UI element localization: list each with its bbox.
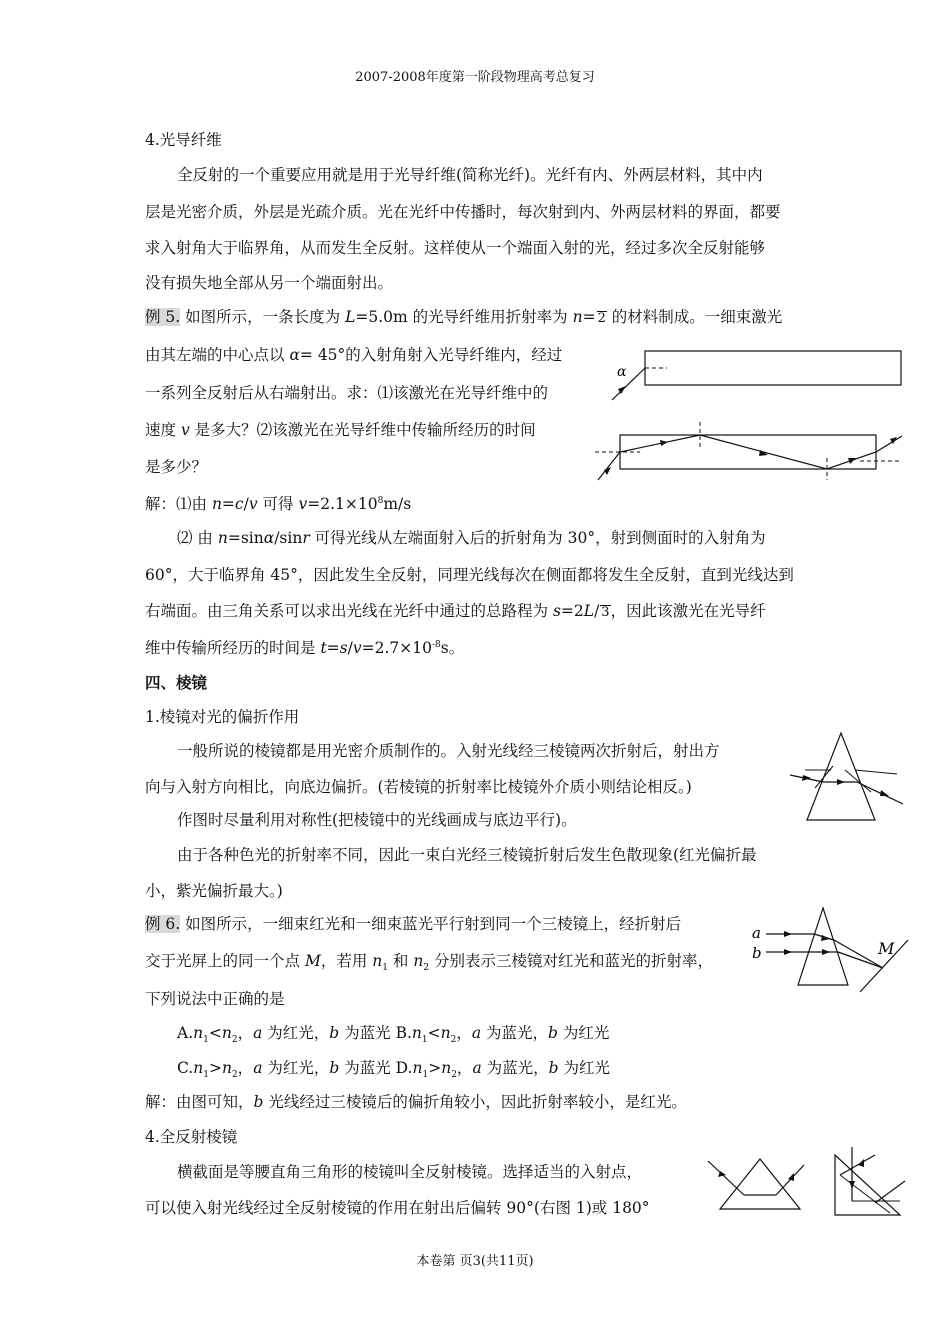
- fig2-ray-out: [875, 1181, 905, 1203]
- fig1-ray-out: [776, 1165, 804, 1195]
- example5-line-2: 由其左端的中心点以 α= 45°的入射角射入光导纤维内，经过: [145, 346, 563, 364]
- prism-para-line-2: 向与入射方向相比，向底边偏折。(若棱镜的折射率比棱镜外介质小则结论相反。): [145, 778, 692, 796]
- prism-deflection-diagram: [785, 730, 915, 825]
- fig2-arrow-2: [858, 1159, 864, 1167]
- arrow-mid: [837, 779, 845, 785]
- fiber-para-line-1: 全反射的一个重要应用就是用于光导纤维(简称光纤)。光纤有内、外两层材料，其中内: [177, 166, 763, 184]
- example6-options-cd: $C.n_1>n_2$，a 为红光，b 为蓝光 $D.n_1>n_2$，a 为蓝光，b 为红光: [177, 1059, 610, 1081]
- prism-fig2: [835, 1155, 900, 1215]
- label-M: M: [878, 939, 895, 958]
- prism-para-line-3: 作图时尽量利用对称性(把棱镜中的光线画成与底边平行)。: [177, 811, 577, 829]
- example6-line-1: 例 6. 如图所示，一细束红光和一细束蓝光平行射到同一个三棱镜上，经折射后: [145, 915, 682, 933]
- example5-tag: 例 5.: [145, 308, 181, 326]
- prism-para-line-5: 小，紫光偏折最大。): [145, 882, 283, 900]
- prism-para-line-4: 由于各种色光的折射率不同，因此一束白光经三棱镜折射后发生色散现象(红光偏折最: [177, 846, 757, 864]
- fiber-para-line-4: 没有损失地全部从另一个端面射出。: [145, 274, 394, 292]
- label-b: b: [752, 944, 762, 962]
- example6-tag: 例 6.: [145, 915, 181, 933]
- example6-line-3: 下列说法中正确的是: [145, 990, 285, 1008]
- prism-para-line-1: 一般所说的棱镜都是用光密介质制作的。入射光线经三棱镜两次折射后，射出方: [177, 742, 720, 760]
- right-normal: [845, 770, 871, 792]
- total-para-line-1: 横截面是等腰直角三角形的棱镜叫全反射棱镜。选择适当的入射点，: [177, 1163, 643, 1181]
- prism-triangle: [807, 733, 875, 820]
- example6-options-ab: $A.n_1<n_2$，a 为红光，b 为蓝光 $B.n_1<n_2$，a 为蓝光，b 为红光: [177, 1024, 610, 1046]
- arrow-a: [784, 931, 792, 937]
- fig2-arrow-1: [849, 1181, 855, 1189]
- total-para-line-2: 可以使入射光线经过全反射棱镜的作用在射出后偏转 90°(右图 1)或 180°: [145, 1199, 650, 1217]
- arrow-out: [880, 790, 889, 796]
- sqrt-3: 3: [601, 605, 610, 620]
- section-heading-fiber: 4.光导纤维: [145, 131, 222, 149]
- zigzag-ray: [598, 435, 902, 480]
- arrow-b: [784, 949, 792, 955]
- solution5-line-4: 右端面。由三角关系可以求出光线在光纤中通过的总路程为 s=2L/ 3，因此该激光在光导纤: [145, 602, 766, 620]
- prism-dispersion-diagram: [748, 900, 918, 995]
- prism-subheading: 1.棱镜对光的偏折作用: [145, 708, 300, 726]
- solution5-line-3: 60°，大于临界角 45°，因此发生全反射，同理光线每次在侧面都将发生全反射，直到光线达到: [145, 566, 794, 584]
- label-a: a: [752, 924, 761, 942]
- fiber-para-line-2: 层是光密介质，外层是光疏介质。光在光纤中传播时，每次射到内、外两层材料的界面，都要: [145, 203, 781, 221]
- arrow-in: [802, 775, 811, 781]
- example5-line-4: 速度 v 是多大？⑵该激光在光导纤维中传输所经历的时间: [145, 421, 536, 439]
- example5-line-3: 一系列全反射后从右端射出。求：⑴该激光在光导纤维中的: [145, 384, 549, 402]
- alpha-label: α: [617, 364, 627, 380]
- left-normal: [815, 766, 833, 788]
- example6-solution: 解：由图可知，b 光线经过三棱镜后的偏折角较小，因此折射率较小，是红光。: [145, 1093, 687, 1111]
- section-heading-total-reflection: 4.全反射棱镜: [145, 1128, 238, 1146]
- arrow-2: [660, 440, 668, 446]
- right-ref: [855, 770, 897, 774]
- solution5-line-2: ⑵ 由 n=sinα/sinr 可得光线从左端面射入后的折射角为 30°，射到侧面时的入射角为: [177, 529, 766, 547]
- fiber-diagram: [590, 340, 915, 485]
- solution5-line-1: 解：⑴由 n=c/v 可得 $v=2.1\times 10^8m/s$: [145, 495, 412, 513]
- page-header: 2007-2008年度第一阶段物理高考总复习: [355, 70, 595, 85]
- total-reflection-prism-diagrams: [700, 1145, 915, 1225]
- fig1-ray-in: [708, 1161, 744, 1195]
- example5-line-5: 是多少？: [145, 458, 208, 476]
- sqrt-2: 2: [597, 311, 606, 326]
- ray-b-out: [838, 952, 883, 968]
- arrow-4: [848, 458, 856, 464]
- fiber-rect-lower: [620, 435, 876, 469]
- page-footer: 本卷第 页3(共11页): [416, 1254, 534, 1269]
- fiber-rect-upper: [645, 351, 901, 385]
- arrow-b2: [822, 949, 830, 955]
- fiber-para-line-3: 求入射角大于临界角，从而发生全反射。这样使从一个端面入射的光，经过多次全反射能够: [145, 239, 766, 257]
- prism-triangle-m: [798, 908, 848, 985]
- fig2-ray-diag: [840, 1175, 890, 1213]
- solution5-line-5: 维中传输所经历的时间是 $t=s/v=2.7\times 10^{-8}s$。: [145, 639, 465, 657]
- example6-line-2: 交于光屏上的同一个点 M，若用 $n_1$ 和 $n_2$ 分别表示三棱镜对红光和蓝光的折射率，: [145, 952, 713, 974]
- example5-line-1: 例 5. 如图所示，一条长度为 L=5.0m 的光导纤维用折射率为 n= 2 的材料制成。一细束激光: [145, 308, 783, 326]
- fig1-arrow-2: [788, 1173, 794, 1181]
- section-heading-prism: 四、棱镜: [145, 673, 208, 692]
